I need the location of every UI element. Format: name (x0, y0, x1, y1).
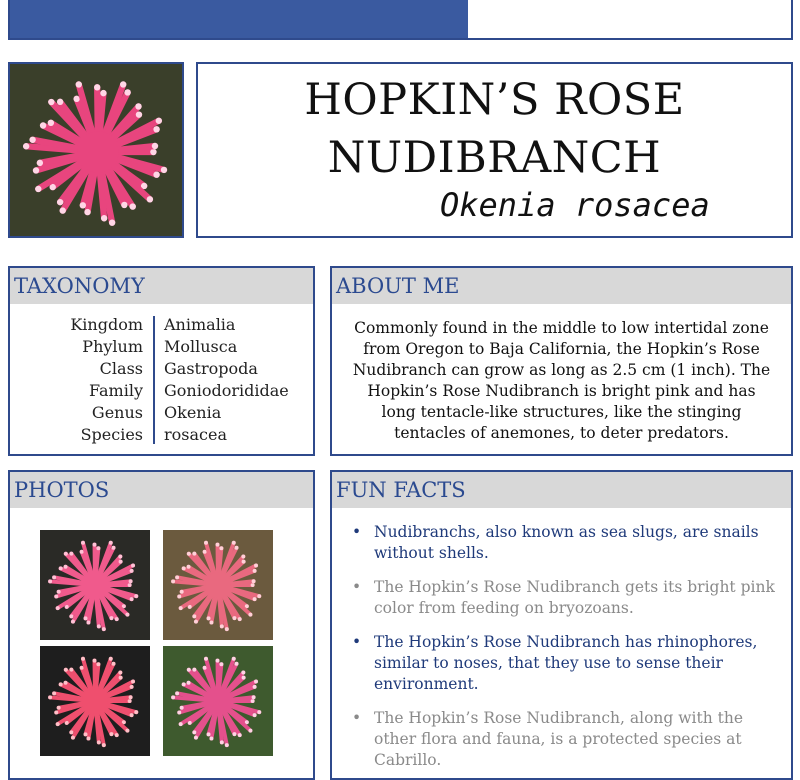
page-title-line1: HOPKIN’S ROSE (304, 75, 685, 125)
list-item (350, 632, 777, 695)
photo-thumbnail[interactable] (40, 646, 150, 756)
photos-heading: PHOTOS (10, 472, 313, 508)
taxonomy-rank: Genus (91, 403, 143, 422)
about-heading: ABOUT ME (332, 268, 791, 304)
fact-text: Nudibranchs, also known as sea slugs, are snails without shells. (374, 523, 759, 562)
taxonomy-name: Okenia (164, 403, 222, 422)
taxonomy-rank: Species (80, 425, 143, 444)
fact-text: The Hopkin’s Rose Nudibranch has rhinophores, similar to noses, that they use to sense their environment. (374, 633, 758, 693)
about-panel (330, 266, 793, 456)
about-text: Commonly found in the middle to low intertidal zone from Oregon to Baja California, the Hopkin’s Rose Nudibranch can grow as long as 2.5 cm (1 inch). The Hopkin’s Rose Nudibranch is bright pink and has long tentacle-like structures, like the stinging tentacles of anemones, to deter predators. (352, 319, 771, 442)
taxonomy-heading: TAXONOMY (10, 268, 313, 304)
taxonomy-rank: Phylum (82, 337, 143, 356)
fact-text: The Hopkin’s Rose Nudibranch, along with the other flora and fauna, is a protected species at Cabrillo. (374, 709, 743, 769)
taxonomy-panel (8, 266, 315, 456)
fun-facts-list (332, 508, 791, 771)
taxonomy-rank: Family (89, 381, 143, 400)
taxonomy-row-family (10, 380, 313, 402)
taxonomy-name: Goniodorididae (164, 381, 289, 400)
photos-panel (8, 470, 315, 780)
taxonomy-name: rosacea (164, 425, 227, 444)
bullet-icon: • (352, 578, 362, 596)
list-item (350, 708, 777, 771)
taxonomy-rank: Class (99, 359, 143, 378)
photo-thumbnail[interactable] (163, 646, 273, 756)
taxonomy-rank: Kingdom (70, 315, 143, 334)
bullet-icon: • (352, 709, 362, 727)
scientific-name: Okenia rosacea (440, 186, 710, 224)
taxonomy-row-kingdom (10, 314, 313, 336)
hero-nudibranch-photo (8, 62, 184, 238)
taxonomy-table (10, 314, 313, 446)
bullet-icon: • (352, 633, 362, 651)
fun-facts-panel (330, 470, 793, 780)
page-title-line2: NUDIBRANCH (327, 133, 662, 183)
taxonomy-row-class (10, 358, 313, 380)
taxonomy-row-species (10, 424, 313, 446)
nudibranch-image (163, 646, 273, 756)
taxonomy-name: Mollusca (164, 337, 238, 356)
top-banner-fill (10, 0, 468, 38)
taxonomy-row-phylum (10, 336, 313, 358)
photo-thumbnail[interactable] (163, 530, 273, 640)
photo-thumbnail[interactable] (40, 530, 150, 640)
nudibranch-image (163, 530, 273, 640)
taxonomy-name: Gastropoda (164, 359, 258, 378)
bullet-icon: • (352, 523, 362, 541)
title-box (196, 62, 793, 238)
taxonomy-name: Animalia (164, 315, 236, 334)
taxonomy-row-genus (10, 402, 313, 424)
list-item (350, 577, 777, 619)
nudibranch-image (40, 646, 150, 756)
nudibranch-image (10, 64, 184, 238)
top-banner (8, 0, 793, 40)
fact-text: The Hopkin’s Rose Nudibranch gets its bright pink color from feeding on bryozoans. (374, 578, 775, 617)
list-item (350, 522, 777, 564)
fun-facts-heading: FUN FACTS (332, 472, 791, 508)
nudibranch-image (40, 530, 150, 640)
